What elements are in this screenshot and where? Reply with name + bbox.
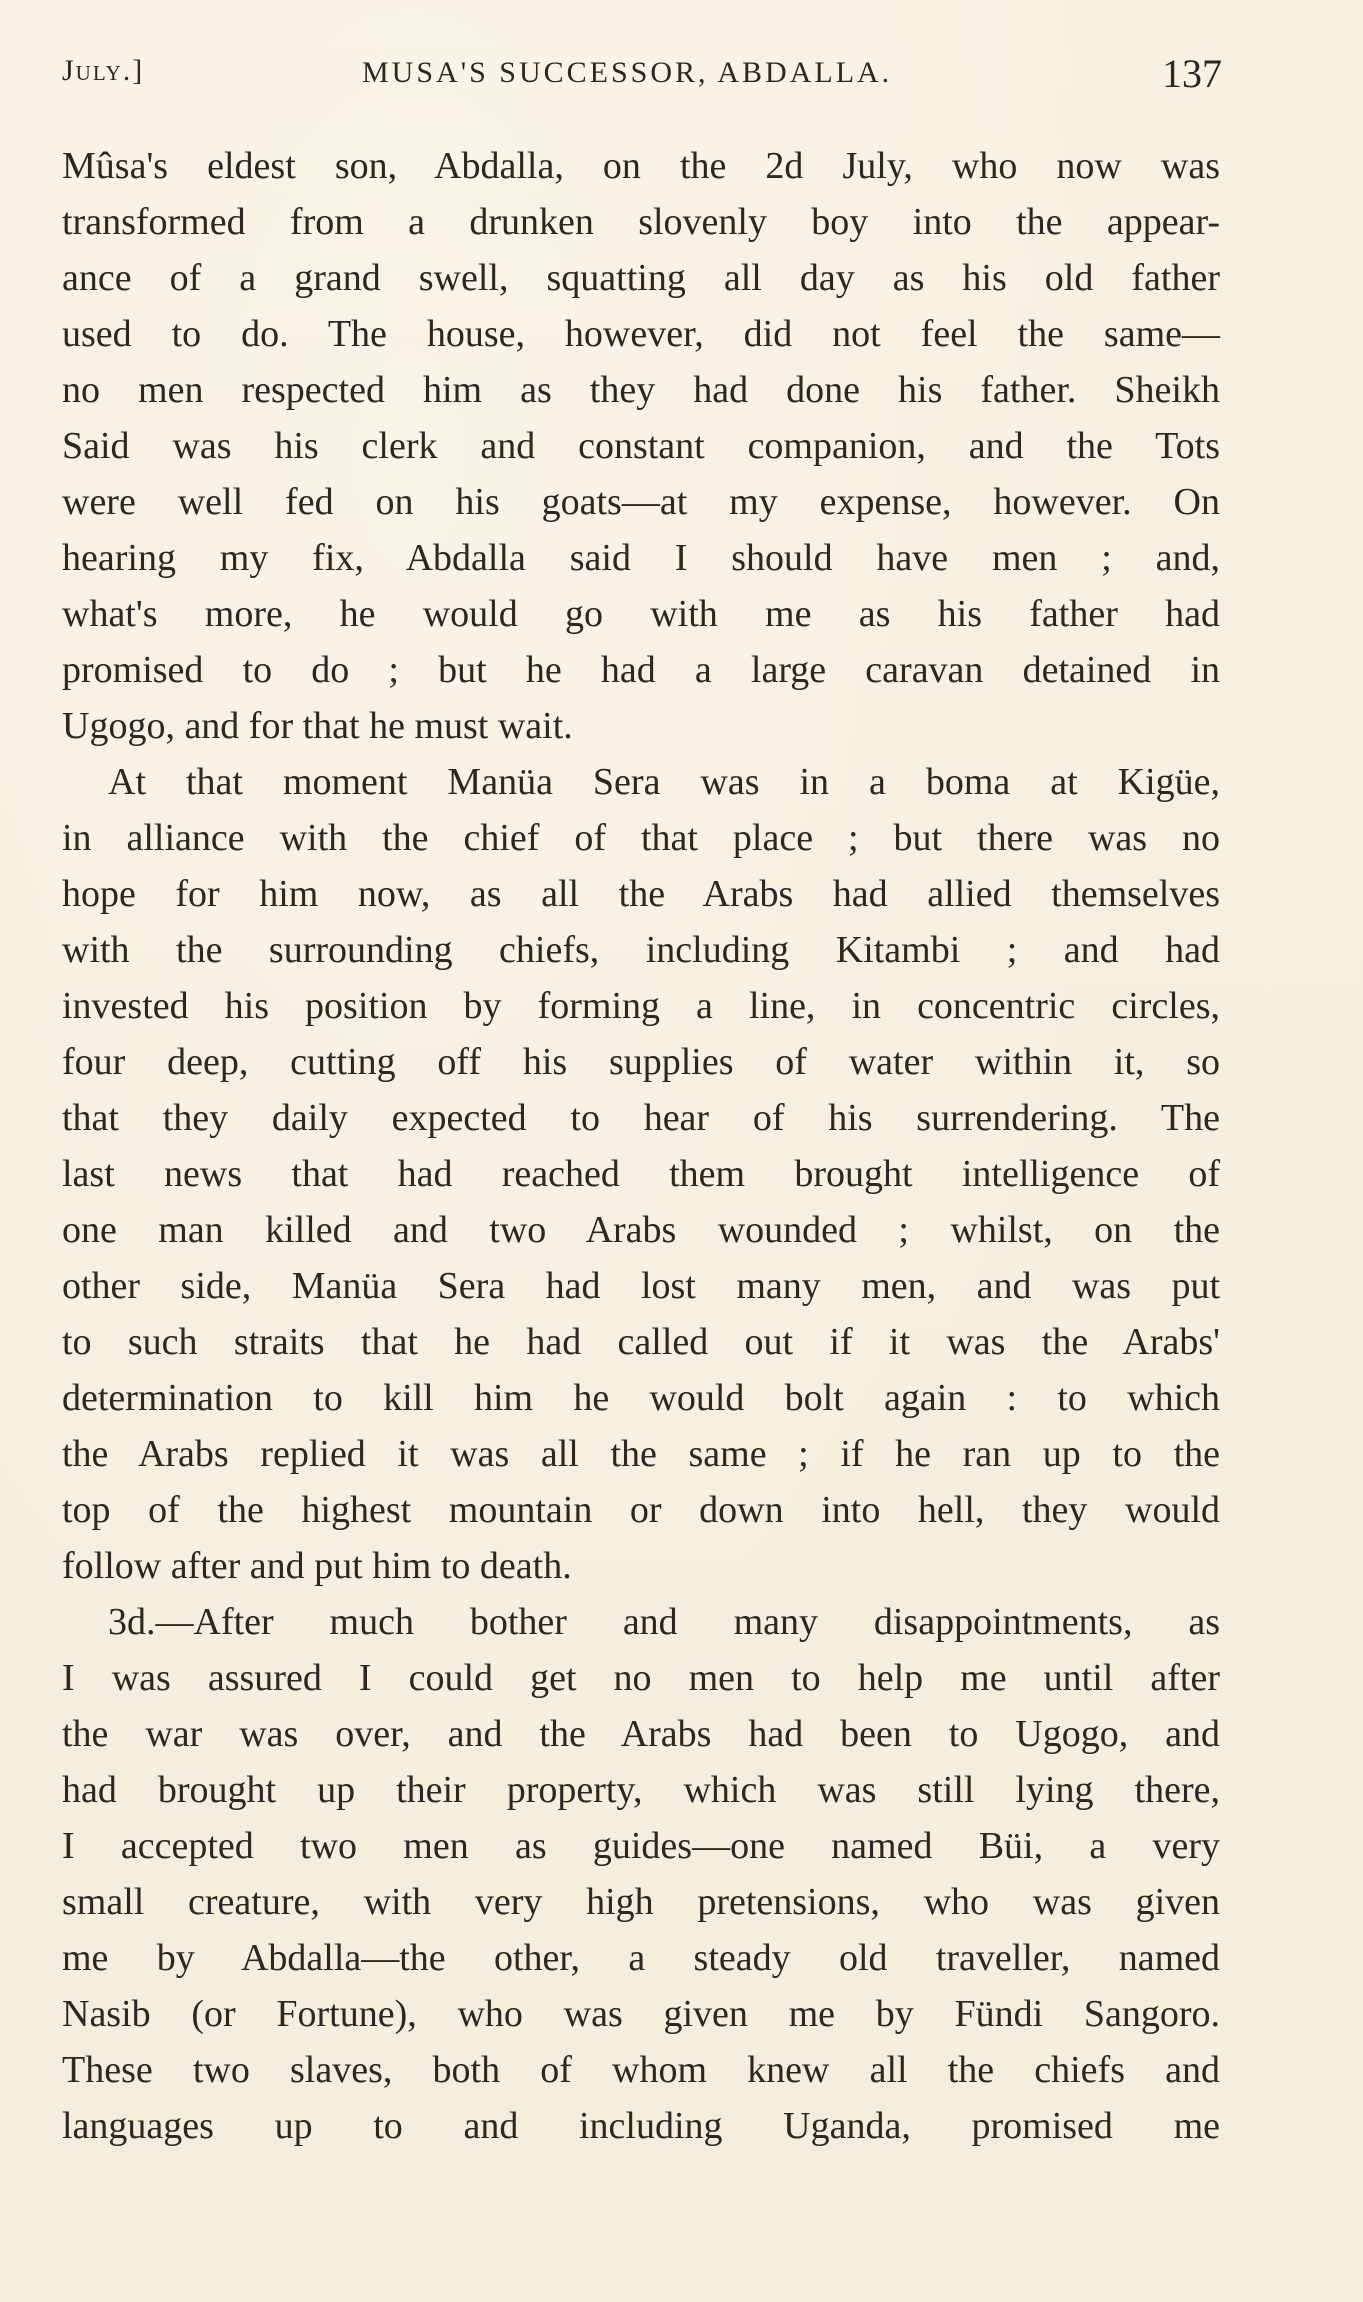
text-line: hearing my fix, Abdalla said I should have men ; and,	[62, 537, 1220, 579]
text-line: invested his position by forming a line, in concentric circles,	[62, 985, 1220, 1027]
text-line: determination to kill him he would bolt again : to which	[62, 1377, 1220, 1419]
text-line: promised to do ; but he had a large caravan detained in	[62, 649, 1220, 691]
page-number: 137	[1162, 51, 1222, 96]
text-line: in alliance with the chief of that place ; but there was no	[62, 817, 1220, 859]
text-line: with the surrounding chiefs, including Kitambi ; and had	[62, 929, 1220, 971]
text-line: follow after and put him to death.	[62, 1545, 572, 1587]
text-line: last news that had reached them brought intelligence of	[62, 1153, 1220, 1195]
text-line: These two slaves, both of whom knew all the chiefs and	[62, 2049, 1220, 2091]
text-line: Mûsa's eldest son, Abdalla, on the 2d July, who now was	[62, 145, 1220, 187]
text-line: I was assured I could get no men to help me until after	[62, 1657, 1220, 1699]
running-head	[62, 48, 1222, 108]
text-line: to such straits that he had called out if it was the Arabs'	[62, 1321, 1220, 1363]
text-line: no men respected him as they had done his father. Sheikh	[62, 369, 1220, 411]
text-line: the war was over, and the Arabs had been to Ugogo, and	[62, 1713, 1220, 1755]
running-head-title: MUSA'S SUCCESSOR, ABDALLA.	[362, 56, 893, 89]
text-line: languages up to and including Uganda, promised me	[62, 2105, 1220, 2147]
text-line: one man killed and two Arabs wounded ; whilst, on the	[62, 1209, 1220, 1251]
text-line: transformed from a drunken slovenly boy into the appear-	[62, 201, 1220, 243]
text-line: four deep, cutting off his supplies of water within it, so	[62, 1041, 1220, 1083]
text-line: that they daily expected to hear of his surrendering. The	[62, 1097, 1220, 1139]
text-line: Ugogo, and for that he must wait.	[62, 705, 573, 747]
body-text	[62, 138, 1220, 2154]
text-line: what's more, he would go with me as his father had	[62, 593, 1220, 635]
text-line: other side, Manüa Sera had lost many men, and was put	[62, 1265, 1220, 1307]
text-line: ance of a grand swell, squatting all day as his old father	[62, 257, 1220, 299]
text-line: I accepted two men as guides—one named Büi, a very	[62, 1825, 1220, 1867]
text-line: had brought up their property, which was still lying there,	[62, 1769, 1220, 1811]
text-line: Said was his clerk and constant companion, and the Tots	[62, 425, 1220, 467]
text-line: top of the highest mountain or down into hell, they would	[62, 1489, 1220, 1531]
text-line: hope for him now, as all the Arabs had allied themselves	[62, 873, 1220, 915]
running-head-month: July.]	[62, 54, 145, 87]
text-line: me by Abdalla—the other, a steady old traveller, named	[62, 1937, 1220, 1979]
text-line: Nasib (or Fortune), who was given me by Fündi Sangoro.	[62, 1993, 1220, 2035]
text-line: small creature, with very high pretensions, who was given	[62, 1881, 1220, 1923]
text-line: At that moment Manüa Sera was in a boma at Kigüe,	[108, 761, 1220, 803]
text-line: used to do. The house, however, did not feel the same—	[62, 313, 1220, 355]
text-line: were well fed on his goats—at my expense, however. On	[62, 481, 1220, 523]
text-line: 3d.—After much bother and many disappointments, as	[108, 1601, 1220, 1643]
text-line: the Arabs replied it was all the same ; if he ran up to the	[62, 1433, 1220, 1475]
